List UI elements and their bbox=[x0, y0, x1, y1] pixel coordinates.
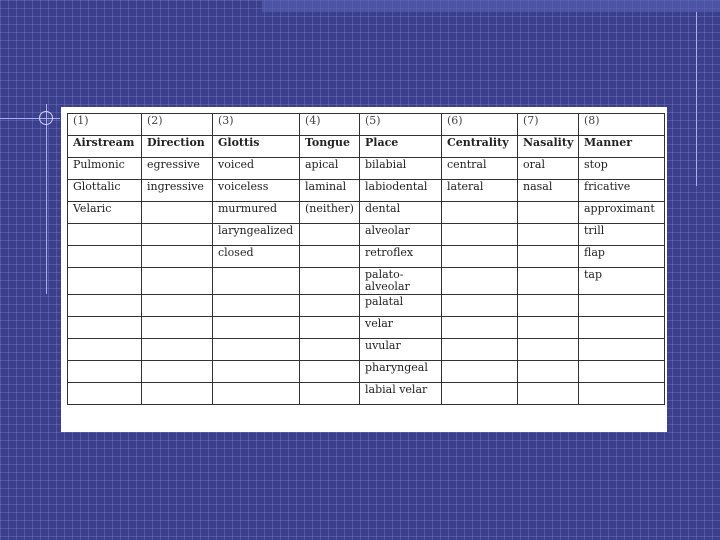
table-cell bbox=[442, 268, 518, 295]
table-cell: bilabial bbox=[360, 158, 442, 180]
table-cell bbox=[68, 246, 142, 268]
table-cell bbox=[213, 339, 300, 361]
table-cell bbox=[142, 317, 213, 339]
table-cell: voiced bbox=[213, 158, 300, 180]
table-row bbox=[68, 339, 665, 361]
table-cell bbox=[518, 202, 579, 224]
table-cell: nasal bbox=[518, 180, 579, 202]
column-header: Glottis bbox=[213, 136, 300, 158]
column-number: (7) bbox=[518, 114, 579, 136]
column-number: (5) bbox=[360, 114, 442, 136]
table-row bbox=[68, 268, 665, 295]
table-row bbox=[68, 180, 665, 202]
table-cell: velar bbox=[360, 317, 442, 339]
table-cell: Pulmonic bbox=[68, 158, 142, 180]
phonetic-features-table bbox=[67, 113, 665, 405]
column-number-row bbox=[68, 114, 665, 136]
column-number: (8) bbox=[579, 114, 665, 136]
table-cell bbox=[300, 383, 360, 405]
table-cell: laryngealized bbox=[213, 224, 300, 246]
table-cell: tap bbox=[579, 268, 665, 295]
table-cell: central bbox=[442, 158, 518, 180]
table-cell bbox=[518, 268, 579, 295]
table-cell bbox=[300, 339, 360, 361]
table-cell bbox=[142, 224, 213, 246]
table-cell: laminal bbox=[300, 180, 360, 202]
table-cell: approximant bbox=[579, 202, 665, 224]
table-cell: alveolar bbox=[360, 224, 442, 246]
table-cell: flap bbox=[579, 246, 665, 268]
table-cell bbox=[68, 339, 142, 361]
table-cell bbox=[142, 383, 213, 405]
table-cell bbox=[213, 361, 300, 383]
table-cell: retroflex bbox=[360, 246, 442, 268]
column-header: Manner bbox=[579, 136, 665, 158]
table-cell: labial velar bbox=[360, 383, 442, 405]
table-cell bbox=[300, 317, 360, 339]
column-header: Centrality bbox=[442, 136, 518, 158]
table-row bbox=[68, 383, 665, 405]
table-cell: egressive bbox=[142, 158, 213, 180]
table-cell: Velaric bbox=[68, 202, 142, 224]
table-cell bbox=[442, 317, 518, 339]
header-row bbox=[68, 136, 665, 158]
table-cell bbox=[579, 295, 665, 317]
column-number: (4) bbox=[300, 114, 360, 136]
table-cell bbox=[213, 383, 300, 405]
column-number: (3) bbox=[213, 114, 300, 136]
table-cell: oral bbox=[518, 158, 579, 180]
table-cell bbox=[518, 224, 579, 246]
table-cell: palato-alveolar bbox=[360, 268, 442, 295]
table-cell: labiodental bbox=[360, 180, 442, 202]
table-cell bbox=[518, 383, 579, 405]
table-row bbox=[68, 295, 665, 317]
table-cell: trill bbox=[579, 224, 665, 246]
table-cell bbox=[442, 361, 518, 383]
table-cell bbox=[442, 224, 518, 246]
table-row bbox=[68, 246, 665, 268]
table-cell: palatal bbox=[360, 295, 442, 317]
table-row bbox=[68, 317, 665, 339]
table-cell: apical bbox=[300, 158, 360, 180]
table-cell bbox=[142, 202, 213, 224]
table-cell bbox=[68, 317, 142, 339]
column-header: Direction bbox=[142, 136, 213, 158]
table-cell bbox=[442, 246, 518, 268]
table-cell: voiceless bbox=[213, 180, 300, 202]
table-cell bbox=[518, 317, 579, 339]
table-cell bbox=[442, 202, 518, 224]
table-cell bbox=[300, 268, 360, 295]
column-header: Nasality bbox=[518, 136, 579, 158]
table-cell bbox=[68, 361, 142, 383]
table-cell bbox=[213, 295, 300, 317]
table-cell: dental bbox=[360, 202, 442, 224]
table-cell bbox=[518, 361, 579, 383]
table-cell bbox=[579, 383, 665, 405]
table-cell bbox=[518, 339, 579, 361]
table-cell bbox=[142, 339, 213, 361]
table-cell bbox=[142, 246, 213, 268]
top-decor-band bbox=[262, 0, 720, 12]
table-cell bbox=[442, 295, 518, 317]
table-cell bbox=[300, 224, 360, 246]
column-number: (2) bbox=[142, 114, 213, 136]
table-cell: stop bbox=[579, 158, 665, 180]
table-cell bbox=[142, 295, 213, 317]
table-cell bbox=[518, 246, 579, 268]
table-cell: uvular bbox=[360, 339, 442, 361]
table-row bbox=[68, 202, 665, 224]
table-cell: lateral bbox=[442, 180, 518, 202]
table-row bbox=[68, 361, 665, 383]
decor-left-vertical-line bbox=[46, 104, 47, 294]
table-row bbox=[68, 158, 665, 180]
table-cell: ingressive bbox=[142, 180, 213, 202]
table-cell: fricative bbox=[579, 180, 665, 202]
column-header: Place bbox=[360, 136, 442, 158]
column-number: (6) bbox=[442, 114, 518, 136]
table-cell: Glottalic bbox=[68, 180, 142, 202]
table-cell bbox=[300, 361, 360, 383]
table-cell bbox=[300, 246, 360, 268]
table-cell bbox=[518, 295, 579, 317]
table-cell bbox=[442, 339, 518, 361]
table-cell bbox=[579, 339, 665, 361]
table-cell bbox=[142, 268, 213, 295]
table-cell bbox=[442, 383, 518, 405]
table-cell: murmured bbox=[213, 202, 300, 224]
table-cell: pharyngeal bbox=[360, 361, 442, 383]
table-cell bbox=[142, 361, 213, 383]
table-cell bbox=[68, 295, 142, 317]
table-cell bbox=[213, 317, 300, 339]
column-header: Tongue bbox=[300, 136, 360, 158]
decor-right-vertical-line bbox=[696, 12, 697, 186]
column-header: Airstream bbox=[68, 136, 142, 158]
table-image bbox=[61, 107, 667, 432]
table-cell bbox=[300, 295, 360, 317]
table-cell bbox=[213, 268, 300, 295]
table-cell bbox=[68, 268, 142, 295]
table-cell: closed bbox=[213, 246, 300, 268]
table-cell bbox=[579, 317, 665, 339]
table-cell bbox=[68, 383, 142, 405]
table-cell bbox=[579, 361, 665, 383]
table-cell bbox=[68, 224, 142, 246]
table-cell: (neither) bbox=[300, 202, 360, 224]
decor-circle bbox=[39, 111, 53, 125]
table-row bbox=[68, 224, 665, 246]
column-number: (1) bbox=[68, 114, 142, 136]
